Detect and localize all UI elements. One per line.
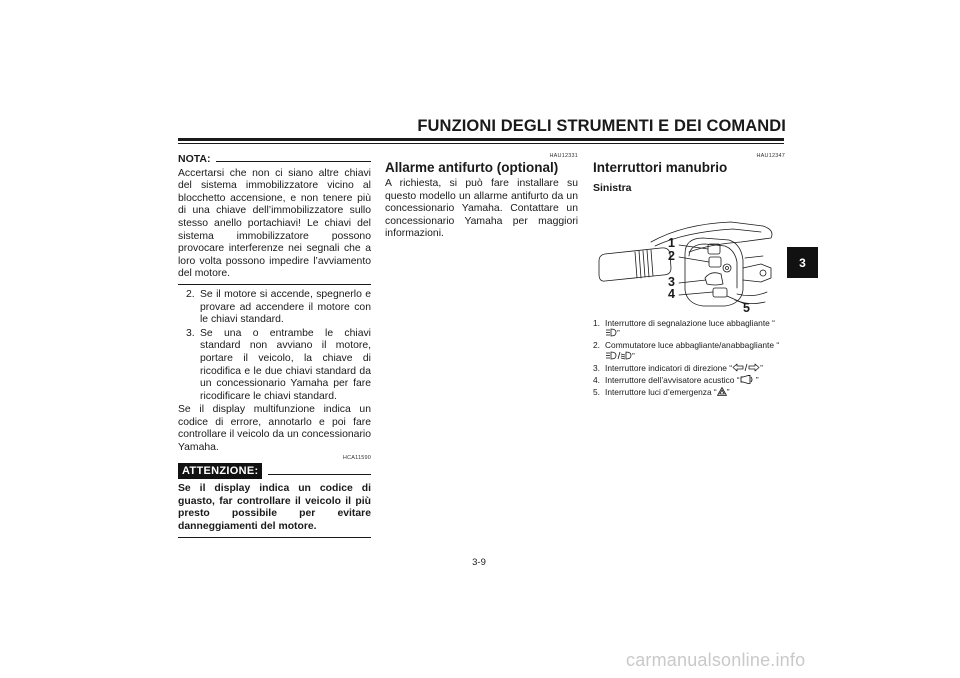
note-header	[178, 153, 371, 166]
section-title-alarm: Allarme antifurto (optional)	[385, 160, 559, 175]
legend-text: Interruttore indicatori di direzione “	[605, 362, 733, 373]
figure-legend	[593, 318, 785, 399]
legend-number: 4.	[593, 375, 600, 386]
horn-icon	[740, 375, 754, 384]
step-number: 2.	[186, 288, 195, 300]
callout-5: 5	[743, 301, 750, 315]
column-left	[178, 153, 371, 542]
list-item	[178, 289, 371, 327]
header-rule-secondary	[178, 143, 784, 144]
list-item	[178, 328, 371, 404]
column-right	[593, 153, 785, 195]
note-text: Accertarsi che non ci siano altre chiavi del sistema immobilizzatore vicino al blocchetto accensione, e non tenere più di una chiave dell’immobilizzatore sullo stesso anello portachiavi! Le chiavi del sistema immobilizzatore possono provocare interferenze nei segnali che a loro volta possono impedire l’avviamento del motore.	[178, 167, 371, 280]
high-beam-icon	[605, 328, 617, 337]
watermark: carmanualsonline.info	[626, 650, 806, 670]
callout-2: 2	[668, 249, 675, 263]
chapter-tab[interactable]: 3	[787, 247, 818, 278]
handlebar-switch-illustration	[593, 212, 785, 316]
legend-text: Commutatore luce abbagliante/anabbagliante “	[605, 340, 780, 351]
dimmer-icon	[605, 351, 632, 360]
note-rule	[216, 161, 371, 162]
reference-code: HAU12347	[756, 153, 785, 159]
alarm-text: A richiesta, si può fare installare su questo modello un allarme antifurto da un concessionario Yamaha. Contattare un concessionario Yamaha per maggiori informazioni.	[385, 178, 578, 240]
callout-3: 3	[668, 275, 675, 289]
list-item	[593, 375, 785, 385]
attention-rule	[268, 474, 371, 475]
error-code-paragraph: Se il display multifunzione indica un codice di errore, annotarlo e poi fare controllare il veicolo da un concessionario Yamaha.	[178, 404, 371, 454]
handlebar-drawing	[593, 212, 785, 316]
legend-text-end: ”	[632, 350, 635, 361]
step-number: 3.	[186, 327, 195, 339]
reference-code: HCA11590	[342, 454, 371, 461]
legend-text-end: ”	[617, 328, 620, 339]
note-label: NOTA:	[178, 153, 211, 165]
list-item	[593, 340, 785, 360]
list-item	[593, 363, 785, 373]
callout-1: 1	[668, 236, 675, 250]
legend-number: 2.	[593, 340, 600, 351]
column-middle	[385, 153, 578, 241]
page-number: 3-9	[472, 557, 486, 568]
list-item	[593, 318, 785, 338]
subsection-title-left: Sinistra	[593, 182, 632, 194]
note-end-rule	[178, 284, 371, 285]
attention-text: Se il display indica un codice di guasto, far controllare il veicolo il più presto possibile per evitare danneggiamenti del motore.	[178, 483, 371, 533]
step-text: Se il motore si accende, spegnerlo e provare ad accendere il motore con le chiavi standard.	[200, 288, 371, 326]
attention-end-rule	[178, 537, 371, 538]
page-title: FUNZIONI DEGLI STRUMENTI E DEI COMANDI	[417, 117, 786, 135]
legend-number: 1.	[593, 318, 600, 328]
section-title-switches: Interruttori manubrio	[593, 160, 728, 175]
legend-text-end: ”	[760, 362, 763, 373]
legend-text-end: ”	[726, 387, 730, 398]
legend-text: Interruttore dell’avvisatore acustico “	[605, 375, 740, 386]
legend-text-end: ”	[753, 375, 759, 386]
list-item	[593, 387, 785, 397]
legend-number: 5.	[593, 387, 600, 398]
header-rule	[178, 138, 784, 141]
attention-label: ATTENZIONE:	[178, 463, 262, 480]
callout-4: 4	[668, 287, 675, 301]
steps-list	[178, 289, 371, 403]
hazard-icon	[717, 387, 727, 396]
step-text: Se una o entrambe le chiavi standard non avviano il motore, portare il veicolo, la chiave di ricodifica e le due chiavi standard da un concessionario Yamaha per fare ricodificare le chiavi standard.	[200, 327, 371, 402]
attention-header	[178, 463, 371, 480]
legend-text: Interruttore di segnalazione luce abbagliante “	[605, 318, 775, 328]
reference-code: HAU12331	[549, 153, 578, 159]
legend-text: Interruttore luci d’emergenza “	[605, 387, 717, 398]
legend-number: 3.	[593, 362, 600, 373]
turn-signal-icon	[732, 363, 760, 372]
